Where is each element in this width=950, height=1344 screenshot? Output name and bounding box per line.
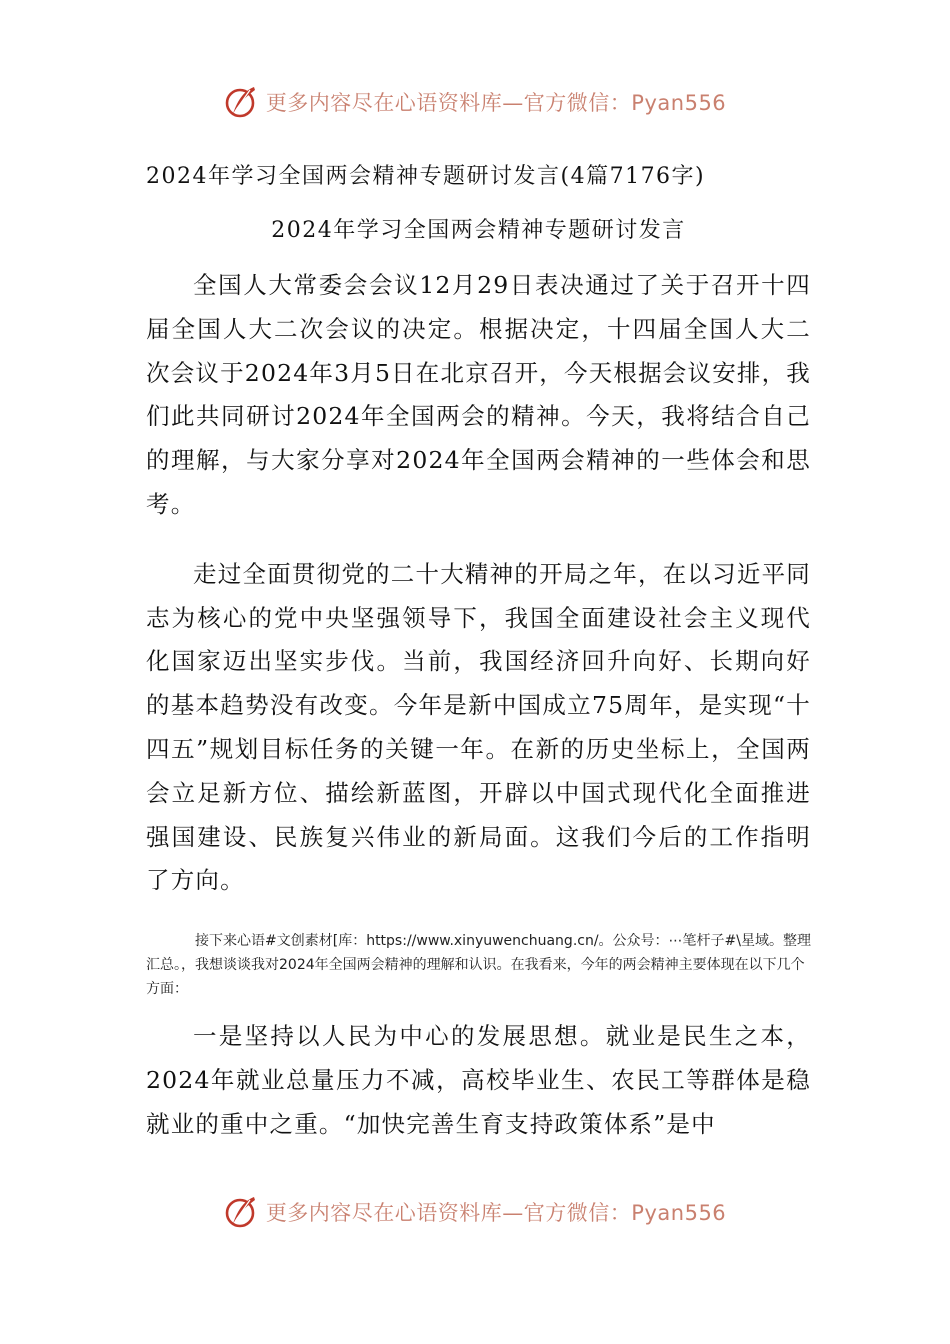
feather-pen-logo-icon [224, 84, 260, 120]
section-title: 2024年学习全国两会精神专题研讨发言 [271, 218, 686, 243]
header-banner [0, 80, 950, 124]
paragraph-3: 一是坚持以人民为中心的发展思想。就业是民生之本，2024年就业总量压力不减，高校毕业生、农民工等群体是稳就业的重中之重。“加快完善生育支持政策体系”是中 [146, 1022, 811, 1138]
paragraph-1: 全国人大常委会会议12月29日表决通过了关于召开十四届全国人大二次会议的决定。根据决定，十四届全国人大二次会议于2024年3月5日在北京召开，今天根据会议安排，我们此共同研讨2024年全国两会的精神。今天，我将结合自己的理解，与大家分享对2024年全国两会精神的一些体会和思考。 [146, 271, 812, 518]
feather-pen-logo-icon [224, 1194, 260, 1230]
paragraph-2: 走过全面贯彻党的二十大精神的开局之年，在以习近平同志为核心的党中央坚强领导下，我国全面建设社会主义现代化国家迈出坚实步伐。当前，我国经济回升向好、长期向好的基本趋势没有改变。今年是新中国成立75周年，是实现“十四五”规划目标任务的关键一年。在新的历史坐标上，全国两会立足新方位、描绘新蓝图，开辟以中国式现代化全面推进强国建设、民族复兴伟业的新局面。这我们今后的工作指明了方向。 [146, 559, 811, 895]
document-body [146, 160, 811, 1173]
footer-banner [0, 1190, 950, 1234]
header-banner-text: 更多内容尽在心语资料库—官方微信：Pyan556 [265, 91, 727, 115]
footer-banner-text: 更多内容尽在心语资料库—官方微信：Pyan556 [265, 1201, 727, 1225]
source-note: 接下来心语#文创素材[库：https://www.xinyuwenchuang.cn/。公众号：⋯笔杆子#\星域。整理汇总。，我想谈谈我对2024年全国两会精神的理解和认识。在我看来，今年的两会精神主要体现在以下几个方面： [146, 933, 811, 998]
document-title: 2024年学习全国两会精神专题研讨发言(4篇7176字) [146, 164, 706, 189]
